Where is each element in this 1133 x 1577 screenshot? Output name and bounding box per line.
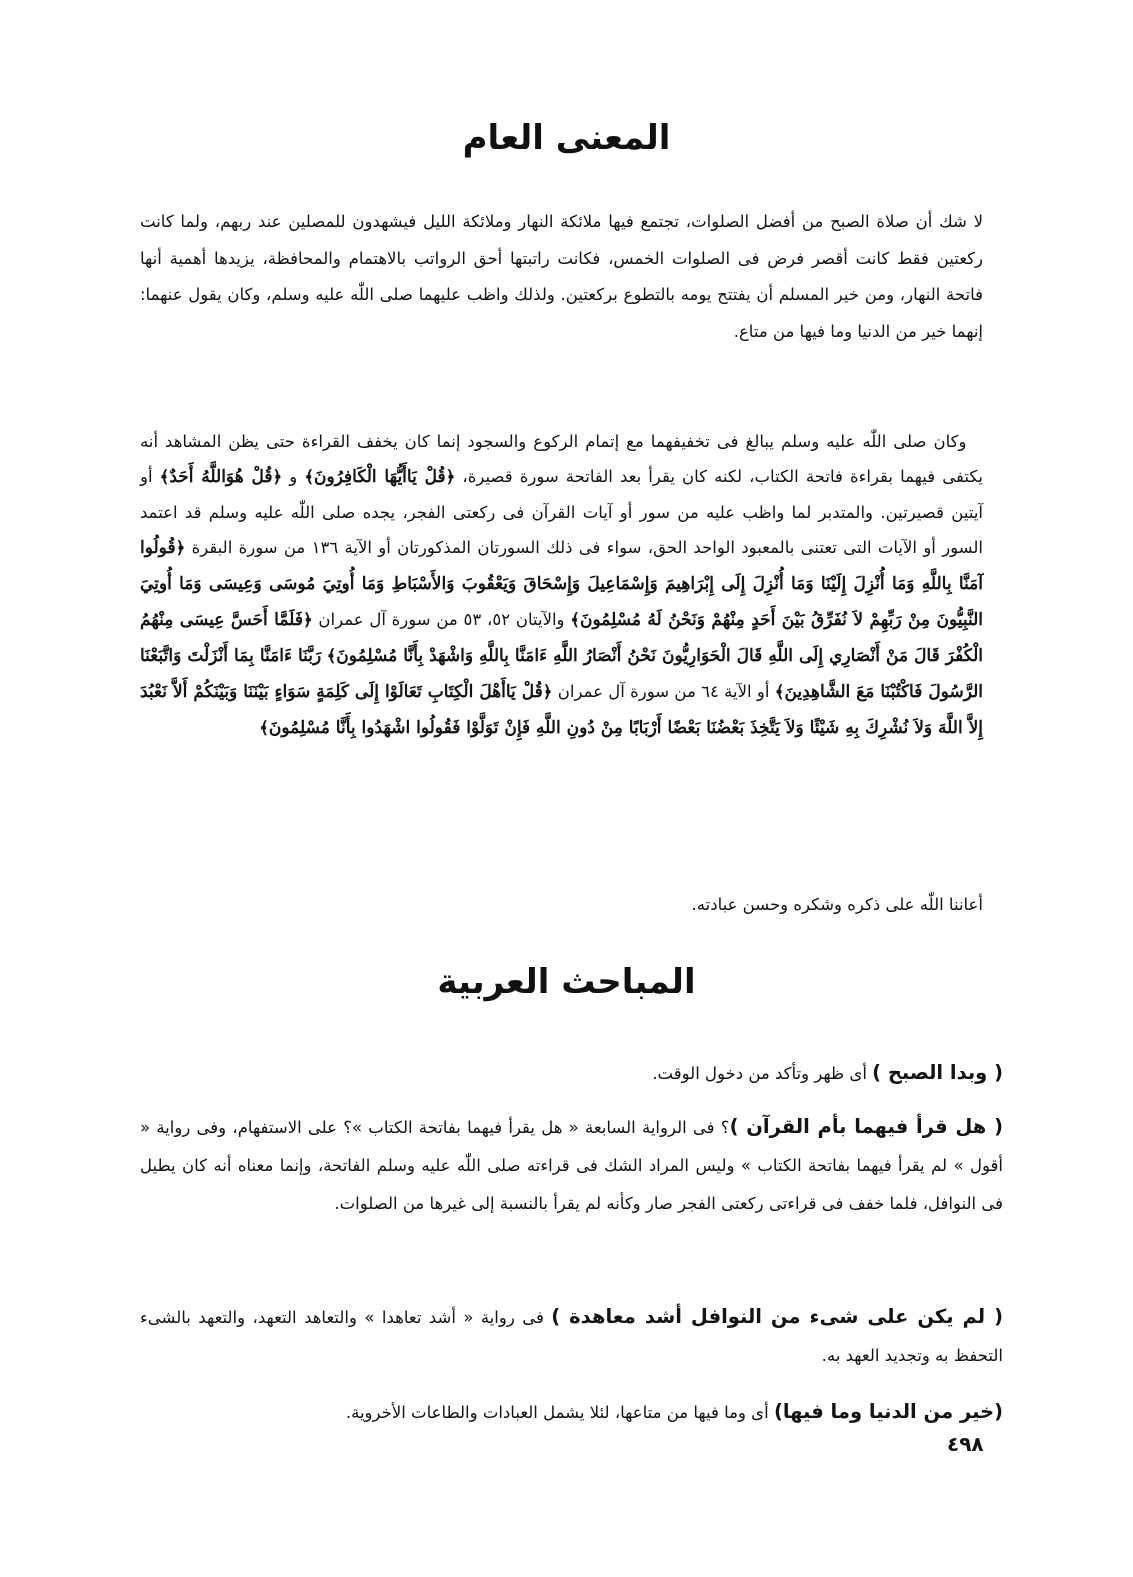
quran-bracket-close: ﴾ <box>259 718 269 737</box>
quran-bracket-open: ﴿ <box>302 610 313 629</box>
study-entry <box>140 1298 1003 1375</box>
quran-ayah-baqara-136: قُولُوا آمَنَّا بِاللَّهِ وَمَا أُنْزِلَ إِلَيْنَا وَمَا أُنْزِلَ إِلَى إِبْرَاهِيمَ وَإِسْمَاعِيلَ وَإِسْحَاقَ وَيَعْقُوبَ وَالأَسْبَاطِ وَمَا أُوتِيَ مُوسَى وَعِيسَى وَمَا أُوتِيَ النَّبِيُّونَ مِنْ رَبِّهِمْ لاَ نُفَرِّقُ بَيْنَ أَحَدٍ مِنْهُمْ وَنَحْنُ لَهُ مُسْلِمُونَ <box>140 538 984 630</box>
quran-ayah-ahad: قُلْ هُوَاللَّهُ أَحَدٌ <box>169 467 273 487</box>
study-entry <box>140 1393 1003 1432</box>
paragraph-general-meaning-2 <box>140 424 983 746</box>
section-title-arabic-studies: المباحث العربية <box>437 962 696 1002</box>
quran-bracket-open: ﴿ <box>272 467 283 486</box>
quran-bracket-close: ﴾ <box>326 646 337 665</box>
quran-bracket-open: ﴿ <box>445 467 456 486</box>
study-term: ( وبدا الصبح ) <box>872 1061 1003 1084</box>
page-number: ٤٩٨ <box>947 1432 984 1456</box>
study-entry <box>140 1108 1003 1223</box>
ali-imran-64-reference: أو الآية ٦٤ من سورة آل عمران <box>557 682 770 701</box>
paragraph-general-meaning-1 <box>140 204 983 350</box>
quran-bracket-close: ﴾ <box>570 610 580 629</box>
quran-bracket-close: ﴾ <box>159 467 170 486</box>
quran-ayah-imran-53: رَبَّنَا ءَامَنَّا بِمَا أَنْزَلْتَ وَاتَّبَعْنَا الرَّسُولَ فَاكْتُبْنَا مَعَ الشَّاهِدِينَ <box>140 646 983 702</box>
quran-ayah-imran-52: فَلَمَّا أَحَسَّ عِيسَى مِنْهُمُ الْكُفْرَ قَالَ مَنْ أَنْصَارِي إِلَى اللَّهِ قَالَ الْحَوَارِيُّونَ نَحْنُ أَنْصَارُ اللَّهِ ءَامَنَّا بِاللَّهِ وَاشْهَدْ بِأَنَّا مُسْلِمُونَ <box>140 610 984 666</box>
paragraph-text <box>140 424 983 746</box>
study-explanation: أى وما فيها من متاعها، لئلا يشمل العبادات والطاعات الأخروية. <box>345 1403 769 1422</box>
section-title-general-meaning: المعنى العام <box>462 118 671 158</box>
paragraph-text: لا شك أن صلاة الصبح من أفضل الصلوات، تجتمع فيها ملائكة النهار وملائكة الليل فيشهدون للمصلين عند ربهم، ولما كانت ركعتين فقط كانت أقصر فرض فى الصلوات الخمس، فكانت راتبتها أحق الرواتب بالاهتمام والمحافظة، يزيدها أهمية أنها فاتحة النهار، ومن خير المسلم أن يفتتح يومه بالتطوع بركعتين. ولذلك واظب عليهما صلى اللّٰه عليه وسلم، وكان يقول عنهما: إنهما خير من الدنيا وما فيها من متاع. <box>140 212 983 341</box>
conjunction: و <box>289 467 298 486</box>
study-explanation: ؟ فى الرواية السابعة « هل يقرأ فيهما بفاتحة الكتاب »؟ على الاستفهام، وفى رواية « أقول » لم يقرأ فيهما بفاتحة الكتاب » وليس المراد الشك فى قراءته صلى اللّٰه عليه وسلم الفاتحة، وإنما معناه أنه كان يطيل فى النوافل، فلما خفف فى قراءتى ركعتى الفجر صار وكأنه لم يقرأ بالنسبة إلى غيرها من الصلوات. <box>140 1118 1003 1213</box>
paragraph-text: أعاننا اللّٰه على ذكره وشكره وحسن عبادته. <box>691 895 983 914</box>
quran-bracket-close: ﴾ <box>774 682 785 701</box>
quran-bracket-open: ﴿ <box>175 538 186 557</box>
paragraph-intro: وكان صلى اللّٰه عليه وسلم يبالغ فى تخفيفهما مع إتمام الركوع والسجود إنما كان يخفف القراءة حتى يظن المشاهد أنه يكتفى فيهما بقراءة فاتحة الكتاب، لكنه كان يقرأ بعد الفاتحة سورة قصيرة، <box>140 432 984 486</box>
ali-imran-reference: والآيتان ٥٢، ٥٣ من سورة آل عمران <box>318 610 565 629</box>
quran-ayah-kafirun: قُلْ يَاأَيُّهَا الْكَافِرُونَ <box>313 467 446 487</box>
quran-bracket-close: ﴾ <box>304 467 314 486</box>
study-entry <box>140 1057 1003 1090</box>
study-term: ( لم يكن على شىء من النوافل أشد معاهدة ) <box>551 1305 1003 1328</box>
paragraph-middle: أو آيتين قصيرتين. والمتدبر لما واظب عليه من سور أو آيات القرآن فى ركعتى الفجر، يجده صلى اللّٰه عليه وسلم قد اعتمد السور أو الآيات التى تعتنى بالمعبود الواحد الحق، سواء فى ذلك السورتان المذكورتان أو الآية ١٣٦ من سورة البقرة <box>140 467 984 557</box>
study-term: ( هل قرأ فيهما بأم القرآن ) <box>729 1115 1003 1138</box>
study-explanation: أى ظهر وتأكد من دخول الوقت. <box>652 1064 867 1083</box>
quran-ayah-imran-64: قُلْ يَاأَهْلَ الْكِتَابِ تَعَالَوْا إِلَى كَلِمَةٍ سَوَاءٍ بَيْنَنَا وَبَيْنَكُمْ أَلاَّ نَعْبُدَ إِلاَّ اللَّهَ وَلاَ نُشْرِكَ بِهِ شَيْئًا وَلاَ يَتَّخِذَ بَعْضُنَا بَعْضًا أَرْبَابًا مِنْ دُونِ اللَّهِ فَإِنْ تَوَلَّوْا فَقُولُوا اشْهَدُوا بِأَنَّا مُسْلِمُونَ <box>140 682 983 738</box>
study-term: (خير من الدنيا وما فيها) <box>773 1400 1003 1423</box>
paragraph-general-meaning-closing <box>140 890 983 920</box>
study-explanation: فى رواية « أشد تعاهدا » والتعاهد التعهد، والتعهد بالشىء التحفظ به وتجديد العهد به. <box>140 1308 1003 1365</box>
quran-bracket-open: ﴿ <box>542 682 553 701</box>
